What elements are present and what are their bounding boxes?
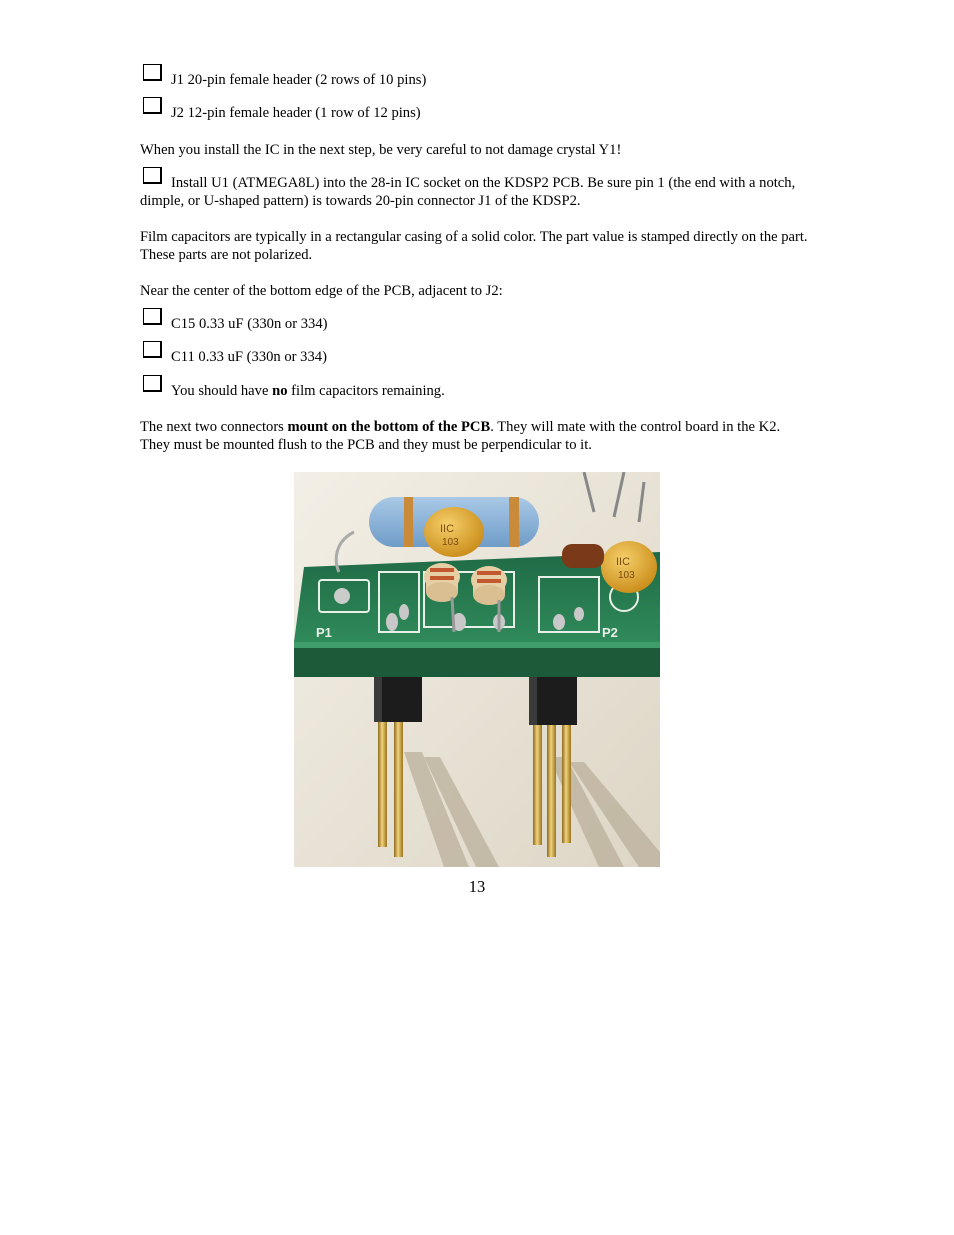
checkbox-j1[interactable] xyxy=(143,64,162,81)
remaining-bold: no xyxy=(272,383,288,399)
item-j1-label: J1 20-pin female header (2 rows of 10 pins) xyxy=(171,72,427,88)
connectors-paragraph xyxy=(140,419,812,454)
connectors-before: The next two connectors xyxy=(140,419,288,435)
checkbox-c15[interactable] xyxy=(143,308,162,325)
remaining-after: film capacitors remaining. xyxy=(287,383,445,399)
checkbox-no-film-caps[interactable] xyxy=(143,375,162,392)
item-j2-label: J2 12-pin female header (1 row of 12 pins) xyxy=(171,105,421,121)
page-number: 13 xyxy=(468,877,486,896)
photo-cap2-value: 103 xyxy=(618,570,635,581)
connectors-bold: mount on the bottom of the PCB xyxy=(287,419,491,435)
photo-label-p1: P1 xyxy=(316,625,332,640)
item-c15-label: C15 0.33 uF (330n or 334) xyxy=(171,316,328,332)
pcb-connector-photo xyxy=(294,472,660,867)
film-caps-paragraph: Film capacitors are typically in a rectangular casing of a solid color. The part value is stamped directly on the part. These parts are not polarized. xyxy=(140,229,808,263)
connectors-after: . They will mate with the control board in the K2. They must be mounted flush to the PCB and they must be perpendicular to it. xyxy=(140,419,781,453)
remaining-before: You should have xyxy=(171,383,273,399)
near-center-text: Near the center of the bottom edge of the PCB, adjacent to J2: xyxy=(140,283,503,299)
checkbox-j2[interactable] xyxy=(143,97,162,114)
photo-label-p2: P2 xyxy=(602,625,618,640)
item-c11-label: C11 0.33 uF (330n or 334) xyxy=(171,349,327,365)
install-u1-text: Install U1 (ATMEGA8L) into the 28-in IC socket on the KDSP2 PCB. Be sure pin 1 (the end with a notch, dimple, or U-shaped pattern) is towards 20-pin connector J1 of the KDSP2. xyxy=(140,175,796,209)
photo-cap2-code: IIC xyxy=(616,556,631,568)
item-no-film-caps-label xyxy=(171,383,445,400)
photo-cap1-code: IIC xyxy=(440,523,455,535)
warning-text: When you install the IC in the next step, be very careful to not damage crystal Y1! xyxy=(140,142,622,158)
photo-cap1-value: 103 xyxy=(442,537,459,548)
checkbox-c11[interactable] xyxy=(143,341,162,358)
